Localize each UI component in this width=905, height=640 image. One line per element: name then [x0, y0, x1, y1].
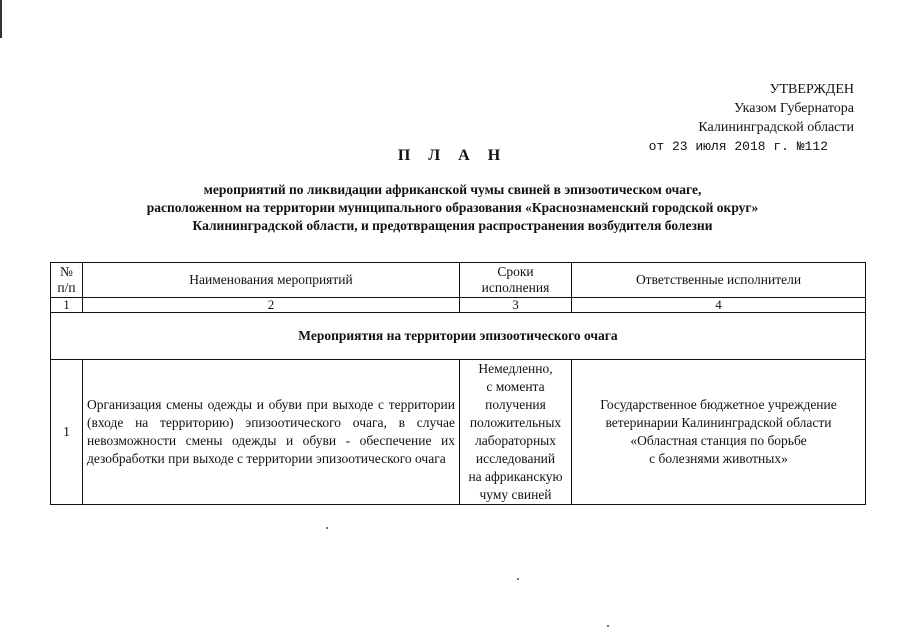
term-line: положительных [469, 415, 562, 430]
responsible-line: с болезнями животных» [649, 451, 788, 466]
approval-stamp [649, 80, 854, 156]
term-line: получения [485, 397, 546, 412]
column-index: 2 [83, 298, 460, 313]
scan-edge-mark [0, 0, 2, 38]
responsible-line: ветеринарии Калининградской области [605, 415, 832, 430]
term-line: с момента [486, 379, 545, 394]
header-num-abbr: п/п [57, 280, 76, 295]
responsible-line: Государственное бюджетное учреждение [600, 397, 837, 412]
row-measure: Организация смены одежды и обуви при выходе с территории (входе на территорию) эпизоотического очага, в случае невозможности смены одежды и обуви - обеспечение их дезобработки при выходе с территории эпизоотического очага [83, 360, 460, 505]
document-title: П Л А Н [397, 147, 508, 164]
column-index: 1 [51, 298, 83, 313]
row-number: 1 [51, 360, 83, 505]
column-index: 3 [460, 298, 572, 313]
header-num [51, 263, 83, 298]
approval-decree-date: от 23 июля 2018 г. №112 [648, 139, 828, 154]
row-term [460, 360, 572, 505]
term-line: чуму свиней [479, 487, 552, 502]
term-line: исследований [475, 451, 556, 466]
subtitle-line: Калининградской области, и предотвращения распространения возбудителя болезни [192, 218, 713, 233]
header-term [460, 263, 572, 298]
approval-heading: УТВЕРЖДЕН [769, 82, 854, 97]
scan-speck [517, 578, 519, 580]
term-line: лабораторных [474, 433, 556, 448]
table-row [51, 360, 866, 505]
document-subtitle [40, 181, 865, 235]
header-responsible: Ответственные исполнители [572, 263, 866, 298]
approval-authority: Указом Губернатора [733, 101, 854, 116]
approval-region: Калининградской области [698, 120, 854, 135]
section-row [51, 313, 866, 360]
responsible-line: «Областная станция по борьбе [630, 433, 807, 448]
term-line: на африканскую [468, 469, 563, 484]
scan-speck [326, 527, 328, 529]
term-line: Немедленно, [478, 361, 553, 376]
subtitle-line: расположенном на территории муниципального образования «Краснознаменский городской округ» [146, 200, 759, 215]
subtitle-line: мероприятий по ликвидации африканской чумы свиней в эпизоотическом очаге, [203, 182, 702, 197]
header-name: Наименования мероприятий [83, 263, 460, 298]
row-responsible [572, 360, 866, 505]
table-header-row [51, 263, 866, 298]
column-index: 4 [572, 298, 866, 313]
header-term-line: Сроки [497, 264, 534, 279]
plan-table [50, 262, 866, 505]
section-heading: Мероприятия на территории эпизоотического очага [51, 313, 866, 360]
header-term-line: исполнения [481, 280, 550, 295]
header-num-symbol: № [60, 264, 73, 279]
scan-speck [607, 625, 609, 627]
column-index-row [51, 298, 866, 313]
